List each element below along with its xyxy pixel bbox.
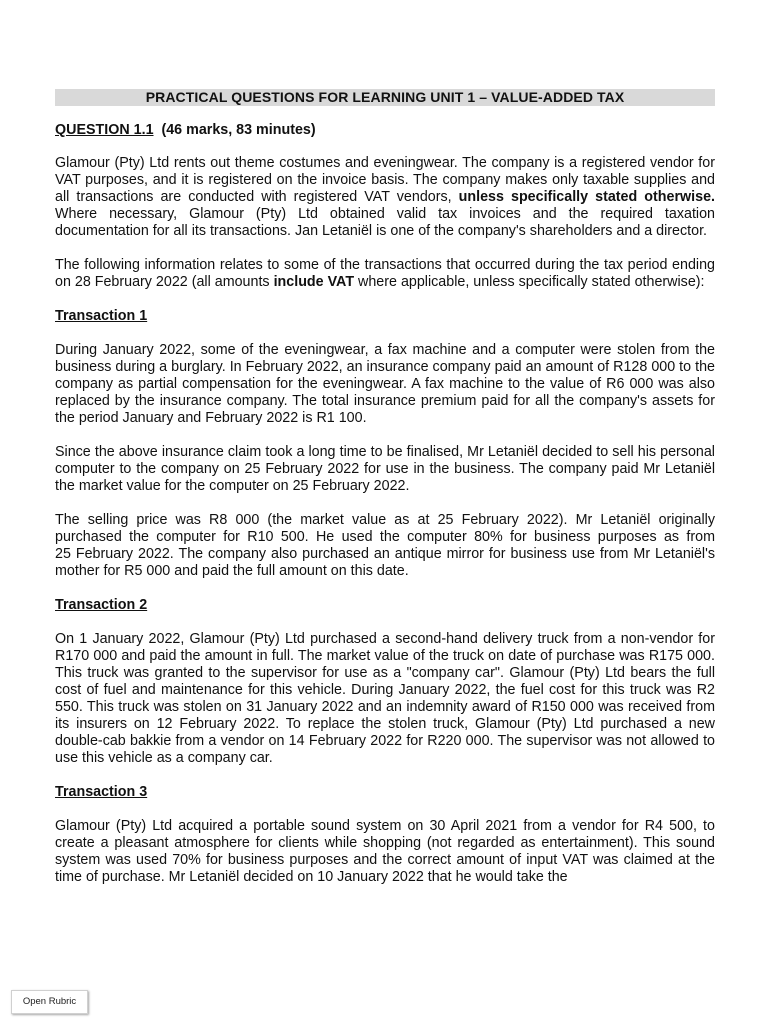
document-page <box>55 89 715 886</box>
question-label: QUESTION 1.1 <box>55 122 154 138</box>
transaction-3-paragraph-1: Glamour (Pty) Ltd acquired a portable sound system on 30 April 2021 from a vendor for R4 500, to create a pleasant atmosphere for clients while shopping (not regarded as entertainment). This sound system was used 70% for business purposes and the correct amount of input VAT was claimed at the time of purchase. Mr Letaniël decided on 10 January 2022 that he would take the <box>55 818 715 885</box>
transaction-1-paragraph-1: During January 2022, some of the eveningwear, a fax machine and a computer were stolen from the business during a burglary. In February 2022, an insurance company paid an amount of R128 000 to the company as partial compensation for the eveningwear. A fax machine to the value of R6 000 was also replaced by the insurance company. The total insurance premium paid for all the company's assets for the period January and February 2022 is R1 100. <box>55 342 715 426</box>
open-rubric-button[interactable]: Open Rubric <box>11 990 88 1014</box>
question-marks: (46 marks, 83 minutes) <box>161 122 316 138</box>
transaction-3-title: Transaction 3 <box>55 784 148 800</box>
intro-paragraph-1: Glamour (Pty) Ltd rents out theme costumes and eveningwear. The company is a registered vendor for VAT purposes, and it is registered on the invoice basis. The company makes only taxable supplies and all transactions are conducted with registered VAT vendors, unless specifically stated otherwise. Where necessary, Glamour (Pty) Ltd obtained valid tax invoices and the required taxation documentation for all its transactions. Jan Letaniël is one of the company's shareholders and a director. <box>55 155 715 239</box>
transaction-2-paragraph-1: On 1 January 2022, Glamour (Pty) Ltd purchased a second-hand delivery truck from a non-vendor for R170 000 and paid the amount in full. The market value of the truck on date of purchase was R175 000. This truck was granted to the supervisor for use as a "company car". Glamour (Pty) Ltd bears the full cost of fuel and maintenance for this vehicle. During January 2022, the fuel cost for this truck was R2 550. This truck was stolen on 31 January 2022 and an indemnity award of R150 000 was received from its insurers on 12 February 2022. To replace the stolen truck, Glamour (Pty) Ltd purchased a new double-cab bakkie from a vendor on 14 February 2022 for R220 000. The supervisor was not allowed to use this vehicle as a company car. <box>55 631 715 766</box>
transaction-2-title: Transaction 2 <box>55 597 148 613</box>
transaction-1-paragraph-3: The selling price was R8 000 (the market value as at 25 February 2022). Mr Letaniël originally purchased the computer for R10 500. He used the computer 80% for business purposes as from 25 February 2022. The company also purchased an antique mirror for business use from Mr Letaniël's mother for R5 000 and paid the full amount on this date. <box>55 512 715 579</box>
page-heading: PRACTICAL QUESTIONS FOR LEARNING UNIT 1 – VALUE-ADDED TAX <box>55 89 715 106</box>
intro-paragraph-2: The following information relates to some of the transactions that occurred during the tax period ending on 28 February 2022 (all amounts include VAT where applicable, unless specifically stated otherwise): <box>55 257 715 290</box>
transaction-1-title: Transaction 1 <box>55 308 148 324</box>
question-title <box>55 122 715 138</box>
transaction-1-paragraph-2: Since the above insurance claim took a long time to be finalised, Mr Letaniël decided to sell his personal computer to the company on 25 February 2022 for use in the business. The company paid Mr Letaniël the market value for the computer on 25 February 2022. <box>55 444 715 494</box>
